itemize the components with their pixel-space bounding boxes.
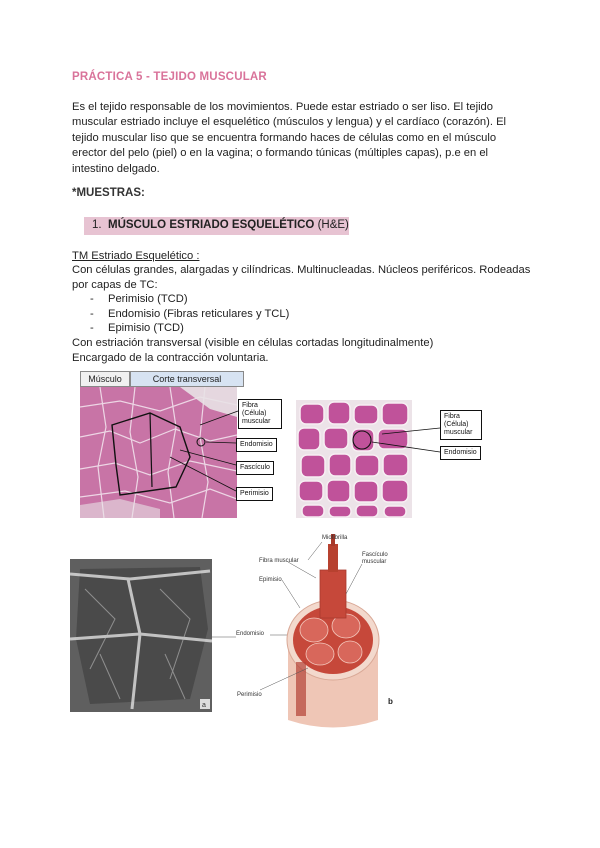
sem-image-art	[70, 559, 212, 712]
callout-endomisio: Endomisio	[236, 438, 277, 452]
callout-fibra-2: Fibra (Célula) muscular	[440, 410, 482, 440]
panel-letter: b	[388, 697, 393, 706]
tab-musculo: Músculo	[80, 371, 130, 387]
figure1-pointer-lines	[150, 395, 250, 505]
label-endomisio-3: Endomisio	[236, 631, 265, 637]
tm-heading: TM Estriado Esquelético :	[72, 250, 200, 262]
callout-perimisio: Perimisio	[236, 487, 273, 501]
section-number: 1.	[92, 219, 102, 231]
figure4-pointer-lines	[230, 538, 380, 698]
callout-fibra: Fibra (Célula) muscular	[238, 399, 282, 429]
list-item: - Epimisio (TCD)	[90, 322, 184, 335]
label-perimisio-4: Perimisio	[237, 692, 262, 698]
figure2-pointer-lines	[370, 420, 442, 460]
label-fibra-muscular: Fibra muscular	[259, 558, 299, 564]
callout-endomisio-2: Endomisio	[440, 446, 481, 460]
samples-heading: *MUESTRAS:	[72, 187, 145, 199]
list-item: - Endomisio (Fibras reticulares y TCL)	[90, 307, 290, 320]
label-epimisio: Epimisio	[259, 577, 282, 583]
layer-list	[90, 292, 289, 336]
page-title: PRÁCTICA 5 - TEJIDO MUSCULAR	[72, 71, 267, 83]
function-line: Encargado de la contracción voluntaria.	[72, 351, 269, 364]
label-miofibrilla: Miofibrilla	[322, 535, 348, 541]
section-stain: (H&E)	[317, 219, 349, 231]
tab-corte-transversal: Corte transversal	[130, 371, 244, 387]
section-title: MÚSCULO ESTRIADO ESQUELÉTICO	[107, 219, 315, 231]
section-heading	[92, 219, 349, 231]
sem-image	[70, 559, 212, 712]
intro-paragraph: Es el tejido responsable de los movimientos. Puede estar estriado o ser liso. El tejido muscular estriado incluye el esquelético (músculos y lengua) y el cardíaco (corazón). El tejido muscular liso que se encuentra formando haces de células como en el músculo erector del pelo (piel) o en la vagina; o formando túnicas (múltiples capas), p.e en el intestino delgado.	[72, 101, 507, 175]
callout-fasciculo: Fascículo	[236, 461, 274, 475]
striation-text	[72, 336, 542, 365]
striation-line: Con estriación transversal (visible en células cortadas longitudinalmente)	[72, 337, 434, 349]
list-item: - Perimisio (TCD)	[90, 293, 188, 305]
sem-corner-mark: a	[202, 702, 206, 709]
description: Con células grandes, alargadas y cilíndricas. Multinucleadas. Núcleos periféricos. Rodeadas por capas de TC:	[72, 264, 531, 291]
label-fasciculo-muscular: Fascículo muscular	[362, 552, 388, 565]
